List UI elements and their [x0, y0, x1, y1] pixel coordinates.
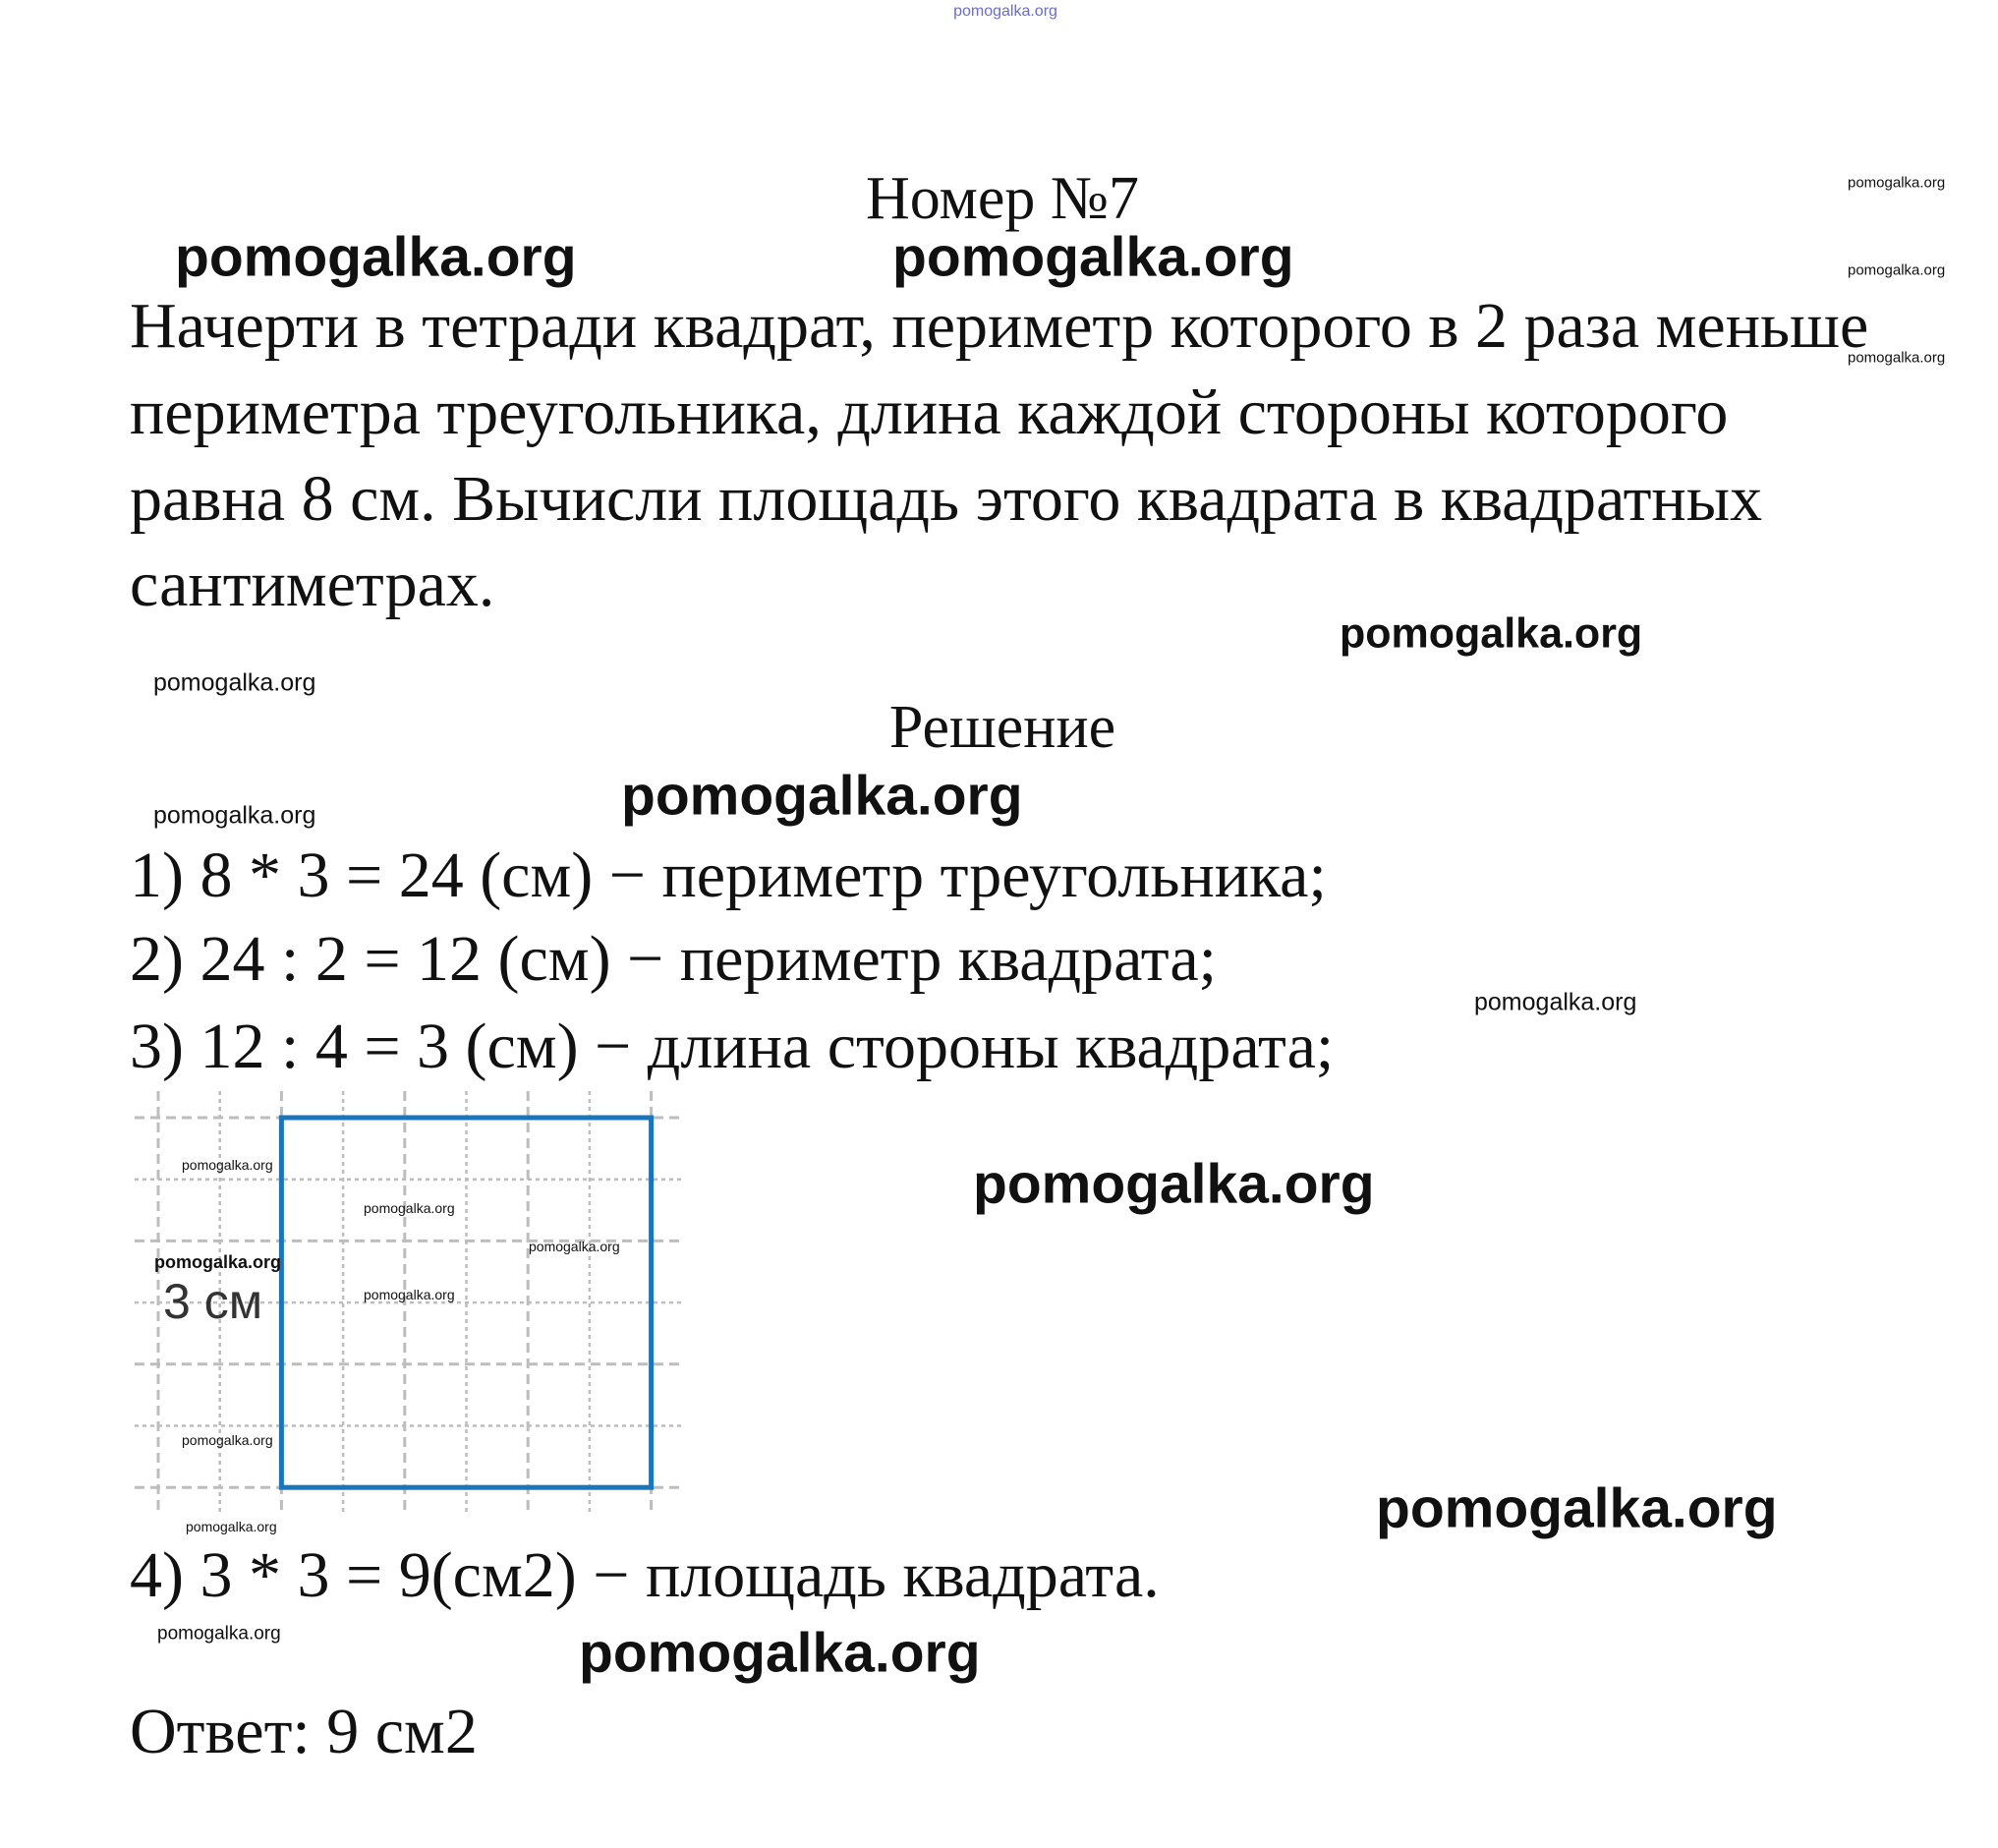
watermark: pomogalka.org	[364, 1287, 455, 1302]
watermark: pomogalka.org	[1848, 349, 1946, 367]
side-length-label: 3 см	[163, 1274, 263, 1329]
watermark: pomogalka.org	[1376, 1476, 1778, 1540]
watermark: pomogalka.org	[1848, 261, 1946, 279]
watermark: pomogalka.org	[973, 1152, 1375, 1216]
page-title: Номер №7	[865, 165, 1140, 232]
solution-step: 2) 24 : 2 = 12 (см) − периметр квадрата;	[130, 923, 1218, 995]
watermark: pomogalka.org	[529, 1239, 620, 1254]
watermark: pomogalka.org	[182, 1432, 273, 1448]
watermark: pomogalka.org	[153, 668, 316, 697]
watermark: pomogalka.org	[182, 1157, 273, 1173]
solution-heading: Решение	[888, 694, 1116, 761]
solution-step: 4) 3 * 3 = 9(см2) − площадь квадрата.	[130, 1539, 1160, 1611]
watermark: pomogalka.org	[892, 225, 1294, 289]
watermark: pomogalka.org	[175, 225, 577, 289]
watermark: pomogalka.org	[579, 1621, 981, 1685]
answer: Ответ: 9 см2	[130, 1696, 478, 1767]
watermark: pomogalka.org	[153, 801, 316, 830]
problem-line: Начерти в тетради квадрат, периметр которого в 2 раза меньше	[130, 290, 1869, 362]
solution-step: 1) 8 * 3 = 24 (см) − периметр треугольника;	[130, 839, 1327, 911]
problem-line: сантиметрах.	[130, 549, 495, 620]
watermark: pomogalka.org	[186, 1519, 277, 1534]
watermark: pomogalka.org	[157, 1623, 281, 1645]
watermark: pomogalka.org	[1474, 988, 1637, 1016]
problem-line: равна 8 см. Вычисли площадь этого квадрата в квадратных	[130, 463, 1763, 535]
watermark: pomogalka.org	[154, 1252, 282, 1272]
watermark: pomogalka.org	[364, 1200, 455, 1216]
solution-step: 3) 12 : 4 = 3 (см) − длина стороны квадрата;	[130, 1011, 1335, 1082]
watermark: pomogalka.org	[1848, 174, 1946, 192]
watermark-top: pomogalka.org	[953, 3, 1057, 20]
watermark: pomogalka.org	[621, 764, 1023, 828]
watermark: pomogalka.org	[1340, 609, 1643, 658]
problem-line: периметра треугольника, длина каждой стороны которого	[130, 376, 1729, 448]
